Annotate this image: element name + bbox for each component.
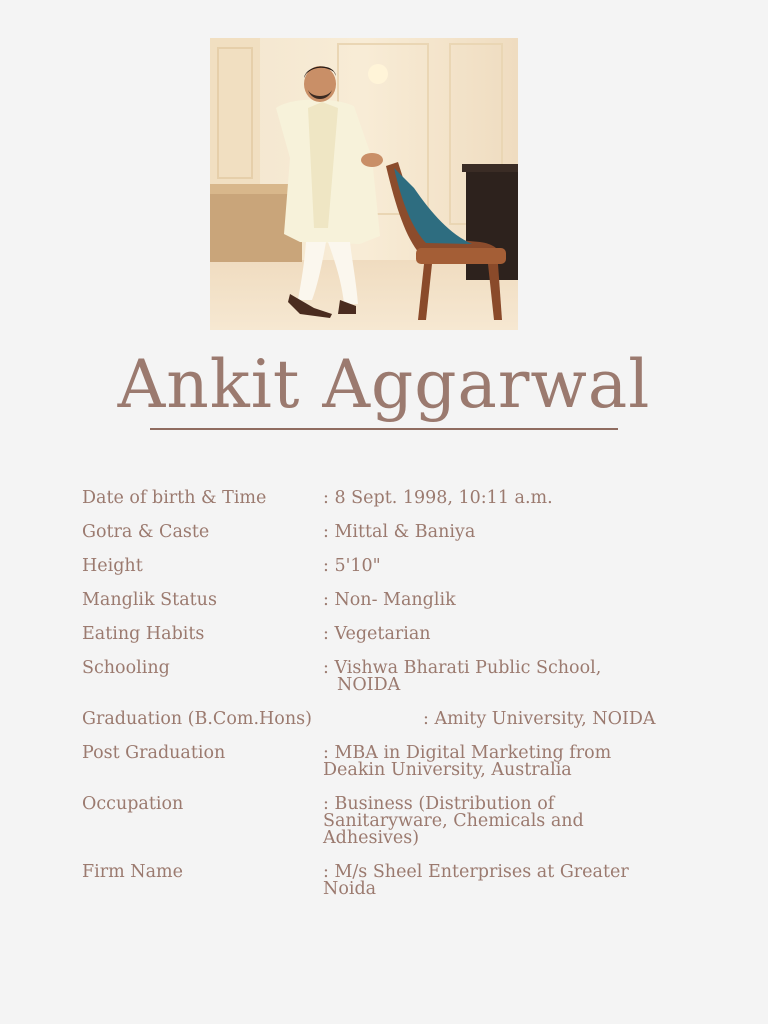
detail-row-dob bbox=[82, 490, 722, 507]
details-list bbox=[82, 490, 722, 915]
detail-value-line: : MBA in Digital Marketing from bbox=[323, 743, 612, 763]
detail-label: Manglik Status bbox=[82, 590, 217, 610]
detail-value-line: Deakin University, Australia bbox=[323, 760, 572, 780]
detail-value bbox=[323, 745, 722, 779]
detail-value-line: Noida bbox=[323, 879, 377, 899]
detail-label: Gotra & Caste bbox=[82, 522, 210, 542]
detail-value-line: : 5'10" bbox=[323, 556, 381, 576]
detail-row-post-graduation bbox=[82, 745, 722, 779]
detail-label: Schooling bbox=[82, 658, 170, 678]
detail-value-line: Adhesives) bbox=[323, 828, 420, 848]
detail-row-height bbox=[82, 558, 722, 575]
detail-value-line: : 8 Sept. 1998, 10:11 a.m. bbox=[323, 488, 553, 508]
detail-value-line: : Non- Manglik bbox=[323, 590, 456, 610]
detail-value bbox=[323, 524, 722, 541]
detail-label: Post Graduation bbox=[82, 743, 226, 763]
detail-value-line: : M/s Sheel Enterprises at Greater bbox=[323, 862, 629, 882]
detail-value bbox=[323, 558, 722, 575]
detail-value bbox=[323, 592, 722, 609]
detail-value-line: : Mittal & Baniya bbox=[323, 522, 476, 542]
profile-name: Ankit Aggarwal bbox=[117, 346, 651, 423]
detail-row-manglik bbox=[82, 592, 722, 609]
detail-row-schooling bbox=[82, 660, 722, 694]
detail-label: Date of birth & Time bbox=[82, 488, 267, 508]
detail-label: Eating Habits bbox=[82, 624, 205, 644]
name-underline bbox=[150, 428, 618, 430]
detail-value bbox=[323, 626, 722, 643]
detail-value bbox=[323, 796, 722, 847]
detail-value bbox=[323, 660, 722, 694]
detail-label: Firm Name bbox=[82, 862, 183, 882]
detail-row-occupation bbox=[82, 796, 722, 847]
detail-label: Occupation bbox=[82, 794, 184, 814]
detail-value-line: : Business (Distribution of bbox=[323, 794, 555, 814]
detail-row-graduation bbox=[82, 711, 722, 728]
profile-photo bbox=[210, 38, 518, 330]
detail-value-line: : Amity University, NOIDA bbox=[423, 709, 656, 729]
detail-row-eating bbox=[82, 626, 722, 643]
detail-row-gotra bbox=[82, 524, 722, 541]
detail-value-line: : Vishwa Bharati Public School, bbox=[323, 658, 602, 678]
detail-value-line: NOIDA bbox=[337, 675, 401, 695]
detail-value-line: : Vegetarian bbox=[323, 624, 431, 644]
detail-value bbox=[323, 490, 722, 507]
detail-value bbox=[423, 711, 722, 728]
detail-label: Height bbox=[82, 556, 143, 576]
detail-value bbox=[323, 864, 722, 898]
detail-value-line: Sanitaryware, Chemicals and bbox=[323, 811, 584, 831]
detail-label: Graduation (B.Com.Hons) bbox=[82, 709, 312, 729]
detail-row-firm-name bbox=[82, 864, 722, 898]
